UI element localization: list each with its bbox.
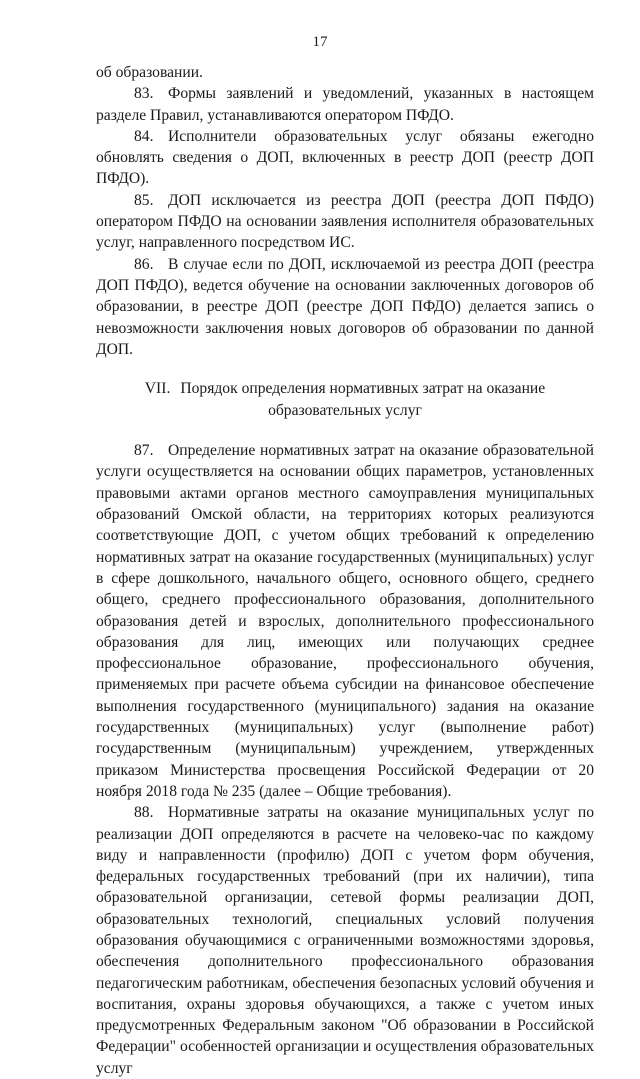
paragraph-number: 87. — [134, 442, 154, 460]
paragraph-text: Формы заявлений и уведомлений, указанных в настоящем разделе Правил, устанавливаются оператором ПФДО. — [96, 85, 594, 124]
paragraph-number: 86. — [134, 255, 154, 273]
page-number: 17 — [312, 34, 328, 50]
paragraph-text: В случае если по ДОП, исключаемой из реестра ДОП (реестра ДОП ПФДО), ведется обучение на основании заключенных договоров об образовании, в реестре ДОП (реестре ДОП ПФДО) делается запись о невозможности заключения новых договоров об образовании по данной ДОП. — [96, 255, 594, 358]
document-body — [96, 62, 594, 1079]
paragraph-84 — [96, 126, 594, 190]
paragraph-85 — [96, 190, 594, 254]
paragraph-87 — [96, 440, 594, 802]
paragraph-88 — [96, 802, 594, 1079]
section-title: Порядок определения нормативных затрат на оказание образовательных услуг — [180, 380, 546, 419]
paragraph-number: 84. — [134, 127, 154, 145]
paragraph-86 — [96, 254, 594, 360]
paragraph-number: 85. — [134, 191, 154, 209]
section-number: VII. — [144, 380, 171, 398]
paragraph-text: ДОП исключается из реестра ДОП (реестра ДОП ПФДО) оператором ПФДО на основании заявления исполнителя образовательных услуг, направленного посредством ИС. — [96, 191, 594, 252]
paragraph-number: 83. — [134, 85, 154, 103]
paragraph-83 — [96, 83, 594, 126]
paragraph-continuation: об образовании. — [96, 64, 203, 81]
paragraph-text: Определение нормативных затрат на оказание образовательной услуги осуществляется на основании общих параметров, установленных правовыми актами органов местного самоуправления муниципальных образований Омской области, на территориях которых реализуются соответствующие ДОП, с учетом общих требований к определению нормативных затрат на оказание государственных (муниципальных) услуг в сфере дошкольного, начального общего, основного общего, среднего общего, среднего профессионального образования, дополнительного образования детей и взрослых, дополнительного профессионального образования для лиц, имеющих или получающих среднее профессиональное образование, профессионального обучения, применяемых при расчете объема субсидии на финансовое обеспечение выполнения государственного (муниципального) задания на оказание государственных (муниципальных) услуг (выполнение работ) государственным (муниципальным) учреждением, утвержденных приказом Министерства просвещения Российской Федерации от 20 ноября 2018 года № 235 (далее – Общие требования). — [96, 442, 594, 800]
paragraph-text: Исполнители образовательных услуг обязаны ежегодно обновлять сведения о ДОП, включенных в реестр ДОП (реестр ДОП ПФДО). — [96, 127, 594, 188]
paragraph-text: Нормативные затраты на оказание муниципальных услуг по реализации ДОП определяются в расчете на человеко-час по каждому виду и направленности (профилю) ДОП с учетом форм обучения, федеральных государственных требований (при их наличии), типа образовательной организации, сетевой формы реализации ДОП, образовательных технологий, специальных условий получения образования обучающимися с ограниченными возможностями здоровья, обеспечения дополнительного профессионального образования педагогическим работникам, обеспечения безопасных условий обучения и воспитания, охраны здоровья обучающихся, а также с учетом иных предусмотренных Федеральным законом "Об образовании в Российской Федерации" особенностей организации и осуществления образовательных услуг — [96, 804, 594, 1077]
section-heading — [136, 378, 554, 421]
paragraph-number: 88. — [134, 804, 154, 822]
